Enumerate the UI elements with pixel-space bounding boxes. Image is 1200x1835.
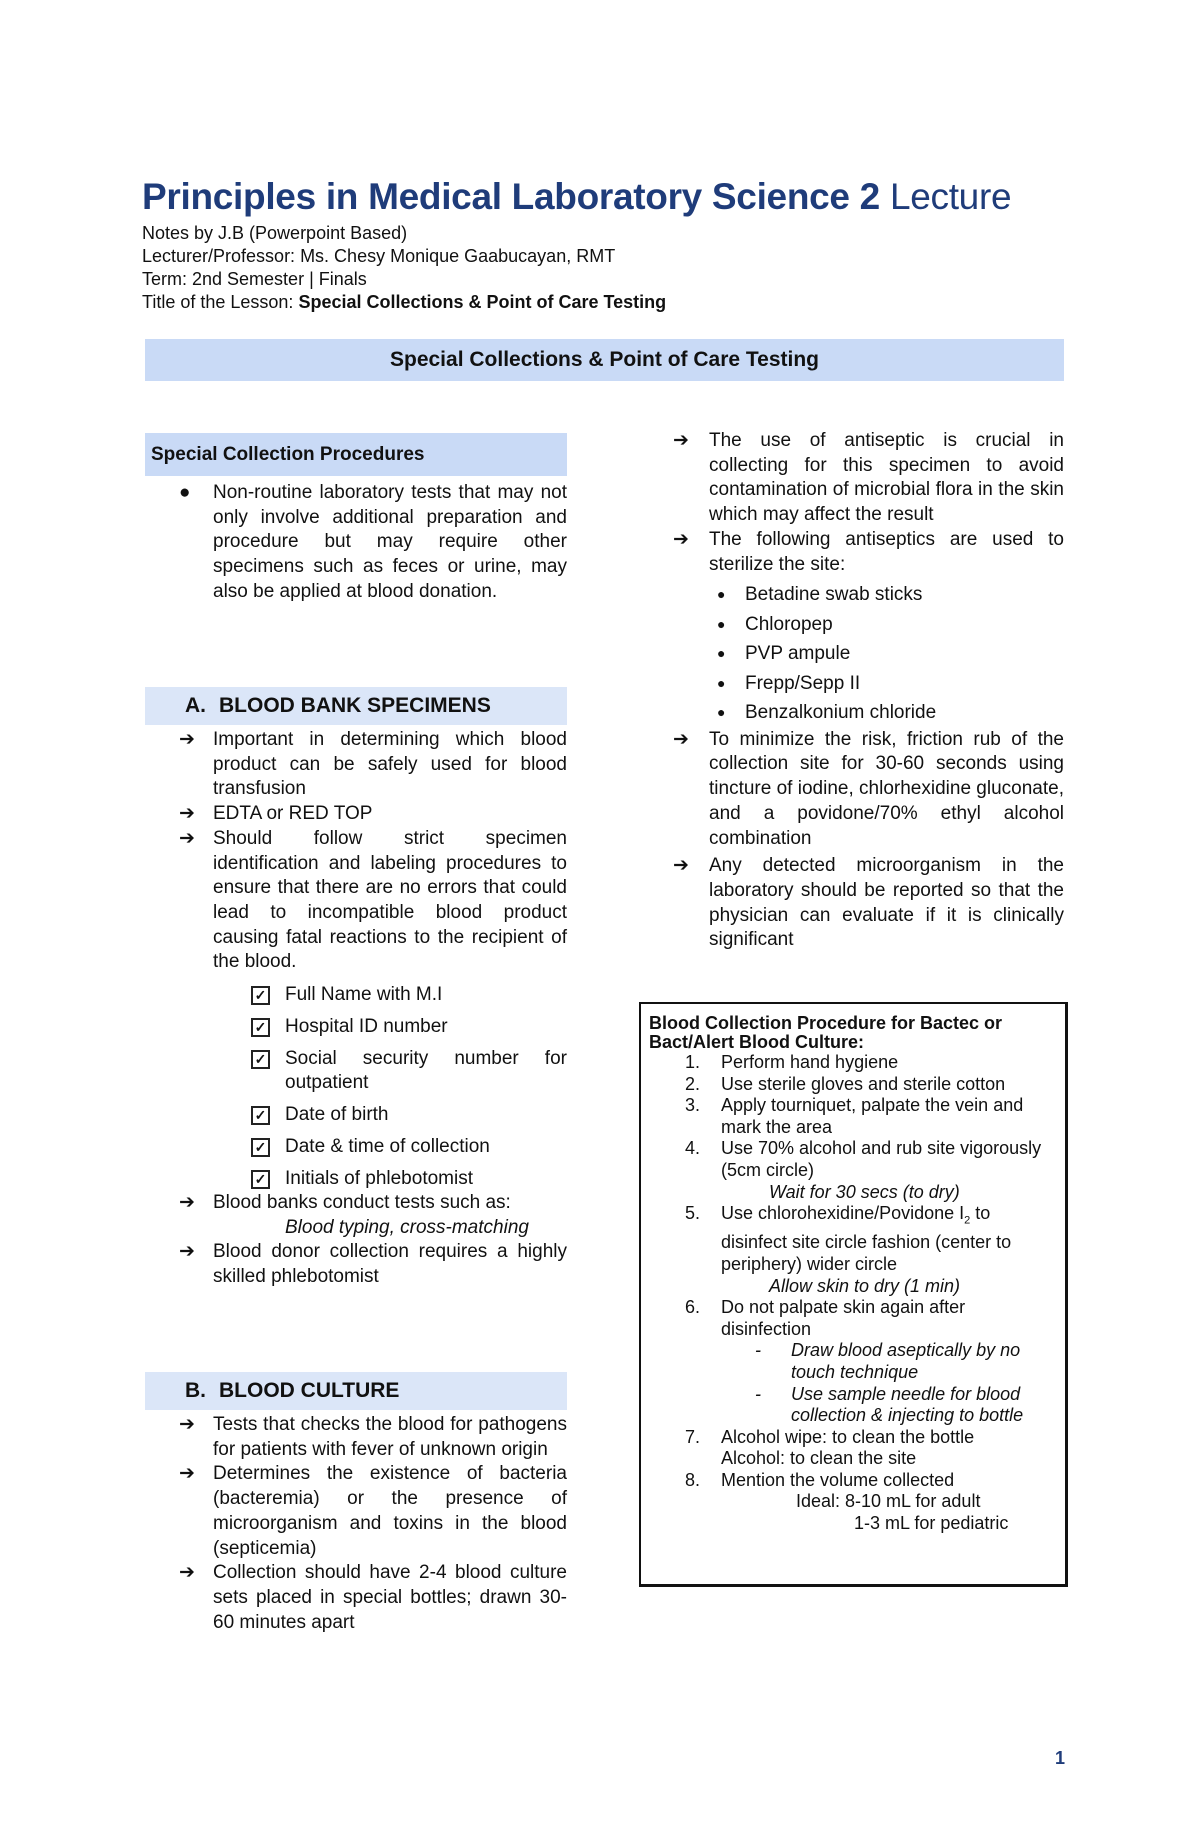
blood-culture-section (145, 1372, 567, 1635)
section-heading: A. BLOOD BANK SPECIMENS (145, 687, 567, 725)
arrow-icon: ➔ (179, 729, 195, 750)
checklist-item: ✓ Date & time of collection (145, 1135, 567, 1159)
procedure-step: 5. Use chlorohexidine/Povidone $I_2$ to disinfect site circle fashion (center to periphery) wider circle (685, 1203, 1012, 1274)
bullet-icon: ● (179, 482, 191, 503)
checked-box-icon: ✓ (251, 1018, 270, 1037)
lesson: Title of the Lesson: Special Collections & Point of Care Testing (142, 292, 667, 312)
lesson-banner: Special Collections & Point of Care Testing (145, 339, 1064, 381)
antiseptic-item: ● PVP ampule (673, 639, 1064, 669)
page-number: 1 (1055, 1748, 1066, 1768)
procedure-step: 6. Do not palpate skin again after disinfection (685, 1297, 966, 1339)
arrow-icon: ➔ (179, 1463, 195, 1485)
lecturer: Lecturer/Professor: Ms. Chesy Monique Gaabucayan, RMT (142, 246, 616, 266)
term: Term: 2nd Semester | Finals (142, 269, 367, 289)
arrow-icon: ➔ (673, 728, 689, 750)
list-item: ➔ Blood banks conduct tests such as: (145, 1191, 567, 1216)
checked-box-icon: ✓ (251, 1138, 270, 1157)
bullet-icon: ● (717, 645, 726, 662)
list-item: ➔ Tests that checks the blood for pathogens for patients with fever of unknown origin (179, 1414, 567, 1460)
volume-ideal: Ideal: 8-10 mL for adult (796, 1491, 981, 1512)
bullet-icon: ● (717, 586, 726, 603)
arrow-icon: ➔ (179, 1192, 195, 1214)
arrow-icon: ➔ (179, 827, 195, 849)
list-item: ➔ The use of antiseptic is crucial in collecting for this specimen to avoid contamination of microbial flora in the skin which may affect the result (673, 430, 1064, 526)
volume-pediatric: 1-3 mL for pediatric (854, 1513, 1009, 1534)
arrow-icon: ➔ (673, 855, 689, 877)
tests-list: Blood typing, cross-matching (285, 1216, 529, 1238)
procedure-step: 7. Alcohol wipe: to clean the bottle Alcohol: to clean the site (685, 1426, 975, 1469)
document-title (142, 176, 1011, 218)
list-item: ● Non-routine laboratory tests that may not only involve additional preparation and procedure but may require other specimens such as feces or urine, may also be applied at blood donation. (179, 482, 567, 602)
arrow-icon: ➔ (179, 1562, 195, 1584)
special-collection-section (145, 433, 567, 605)
checklist-item: ✓ Full Name with M.I (145, 983, 567, 1007)
checklist-item: ✓ Initials of phlebotomist (145, 1167, 567, 1191)
procedure-note: Wait for 30 secs (to dry) (769, 1181, 960, 1202)
procedure-step: 1. Perform hand hygiene (685, 1052, 899, 1072)
antiseptic-item: ● Betadine swab sticks (673, 580, 1064, 610)
arrow-icon: ➔ (673, 528, 689, 550)
procedure-step: 2. Use sterile gloves and sterile cotton (685, 1073, 1006, 1094)
section-heading: Special Collection Procedures (145, 433, 567, 476)
checked-box-icon: ✓ (251, 1106, 270, 1125)
list-item: ➔ Any detected microorganism in the laboratory should be reported so that the physician can evaluate if it is clinically significant (673, 855, 1064, 951)
arrow-icon: ➔ (179, 1241, 195, 1263)
antiseptic-item: ● Benzalkonium chloride (673, 698, 1064, 728)
checklist-item: ✓ Date of birth (145, 1103, 567, 1127)
procedure-subitem: - Use sample needle for blood collection & injecting to bottle (755, 1383, 1024, 1426)
blood-bank-section (145, 687, 567, 1290)
procedure-box (639, 1002, 1068, 1587)
list-item: ➔ Important in determining which blood product can be safely used for blood transfusion (179, 729, 567, 800)
title-bold: Principles in Medical Laboratory Science 2 (142, 176, 880, 217)
bullet-icon: ● (717, 704, 726, 721)
lesson-title: Special Collections & Point of Care Testing (298, 292, 667, 312)
list-item: ➔ EDTA or RED TOP (145, 802, 567, 827)
antiseptic-section (673, 429, 1064, 953)
document-meta (142, 222, 666, 314)
arrow-icon: ➔ (673, 430, 689, 451)
list-item: ➔ Should follow strict specimen identification and labeling procedures to ensure that there are no errors that could lead to incompatible blood product causing fatal reactions to the recipient of the blood. (179, 827, 567, 973)
list-item: ➔ Blood donor collection requires a highly skilled phlebotomist (179, 1241, 567, 1288)
list-item: ➔ To minimize the risk, friction rub of the collection site for 30-60 seconds using tincture of iodine, chlorhexidine gluconate, and a povidone/70% ethyl alcohol combination (673, 728, 1064, 849)
checked-box-icon: ✓ (251, 1050, 270, 1069)
section-heading: B. BLOOD CULTURE (145, 1372, 567, 1410)
arrow-icon: ➔ (179, 803, 195, 825)
procedure-step: 3. Apply tourniquet, palpate the vein and mark the area (685, 1095, 1024, 1137)
bullet-icon: ● (717, 674, 726, 691)
checklist-item: ✓ Hospital ID number (145, 1015, 567, 1039)
antiseptic-item: ● Chloropep (673, 610, 1064, 640)
checked-box-icon: ✓ (251, 986, 270, 1005)
arrow-icon: ➔ (179, 1414, 195, 1435)
list-item: ➔ Collection should have 2-4 blood culture sets placed in special bottles; drawn 30-60 minutes apart (179, 1562, 567, 1633)
procedure-subitem: - Draw blood aseptically by no touch technique (755, 1340, 1021, 1382)
list-item: ➔ The following antiseptics are used to sterilize the site: (673, 528, 1064, 575)
bullet-icon: ● (717, 615, 726, 632)
list-item: ➔ Determines the existence of bacteria (bacteremia) or the presence of microorganism and toxins in the blood (septicemia) (179, 1463, 567, 1559)
procedure-step: 8. Mention the volume collected (685, 1469, 955, 1490)
notes-by: Notes by J.B (Powerpoint Based) (142, 223, 408, 243)
procedure-note: Allow skin to dry (1 min) (769, 1275, 961, 1296)
title-light: Lecture (889, 176, 1012, 217)
antiseptic-item: ● Frepp/Sepp II (673, 669, 1064, 699)
checked-box-icon: ✓ (251, 1170, 270, 1189)
procedure-heading: Blood Collection Procedure for Bactec or Bact/Alert Blood Culture: (649, 1013, 1003, 1052)
checklist-item: ✓ Social security number for outpatient (145, 1047, 567, 1095)
procedure-step: 4. Use 70% alcohol and rub site vigorously (5cm circle) (685, 1138, 1042, 1180)
